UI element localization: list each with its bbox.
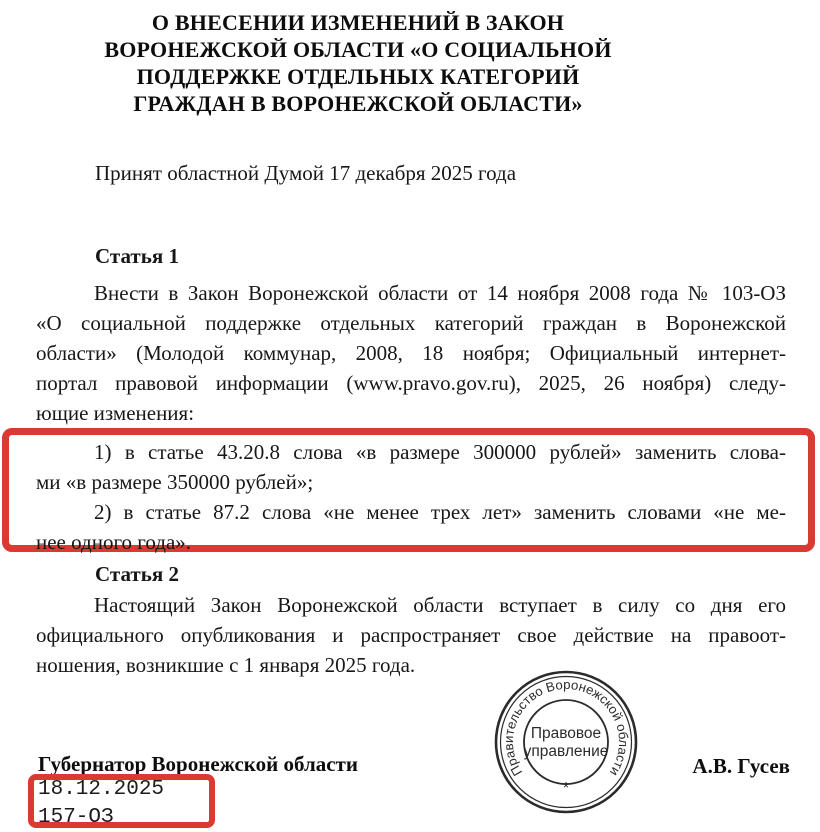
article-1-intro [36, 278, 786, 428]
text-line: ющие изменения: [36, 401, 195, 425]
text-line: официального опубликования и распространяет свое действие на правоот- [36, 623, 786, 647]
signatory-name: А.В. Гусев [692, 754, 790, 778]
text-line: портал правовой информации (www.pravo.gov.ru), 2025, 26 ноября) следу- [36, 371, 786, 395]
stamp-ring-text: Правительство Воронежской области [500, 676, 632, 779]
text-line: ми «в размере 350000 рублей»; [36, 470, 314, 494]
text-line: «О социальной поддержке отдельных категорий граждан в Воронежской [36, 311, 786, 335]
text-line: области» (Молодой коммунар, 2008, 18 ноября; Официальный интернет- [36, 341, 786, 365]
text-line: 1) в статье 43.20.8 слова «в размере 300000 рублей» заменить слова- [94, 440, 786, 464]
text-line: ношения, возникшие с 1 января 2025 года. [36, 653, 416, 677]
article-2-heading: Статья 2 [95, 562, 179, 586]
stamp-center-line: Правовое [530, 725, 602, 742]
article-1-amendments [36, 437, 786, 557]
article-2-text [36, 590, 786, 680]
adoption-line: Принят областной Думой 17 декабря 2025 года [95, 161, 517, 185]
title-line: ВОРОНЕЖСКОЙ ОБЛАСТИ «О СОЦИАЛЬНОЙ [104, 37, 612, 62]
stamp-center-line: управление [523, 743, 609, 760]
article-1-heading: Статья 1 [95, 244, 179, 268]
document-title [38, 9, 678, 117]
title-line: ГРАЖДАН В ВОРОНЕЖСКОЙ ОБЛАСТИ» [133, 91, 583, 116]
stamp-star: * [562, 780, 570, 797]
legal-department-stamp-seal [492, 668, 640, 816]
signing-date: 18.12.2025 [38, 778, 165, 801]
text-line: Внести в Закон Воронежской области от 14 ноября 2008 года № 103-ОЗ [94, 281, 786, 305]
signatory-position: Губернатор Воронежской области [38, 752, 358, 776]
text-line: Настоящий Закон Воронежской области вступает в силу со дня его [94, 593, 786, 617]
law-number: 157-ОЗ [38, 806, 114, 829]
text-line: нее одного года». [36, 530, 192, 554]
text-line: 2) в статье 87.2 слова «не менее трех лет» заменить словами «не ме- [94, 500, 786, 524]
title-line: О ВНЕСЕНИИ ИЗМЕНЕНИЙ В ЗАКОН [151, 10, 565, 35]
title-line: ПОДДЕРЖКЕ ОТДЕЛЬНЫХ КАТЕГОРИЙ [136, 64, 580, 89]
